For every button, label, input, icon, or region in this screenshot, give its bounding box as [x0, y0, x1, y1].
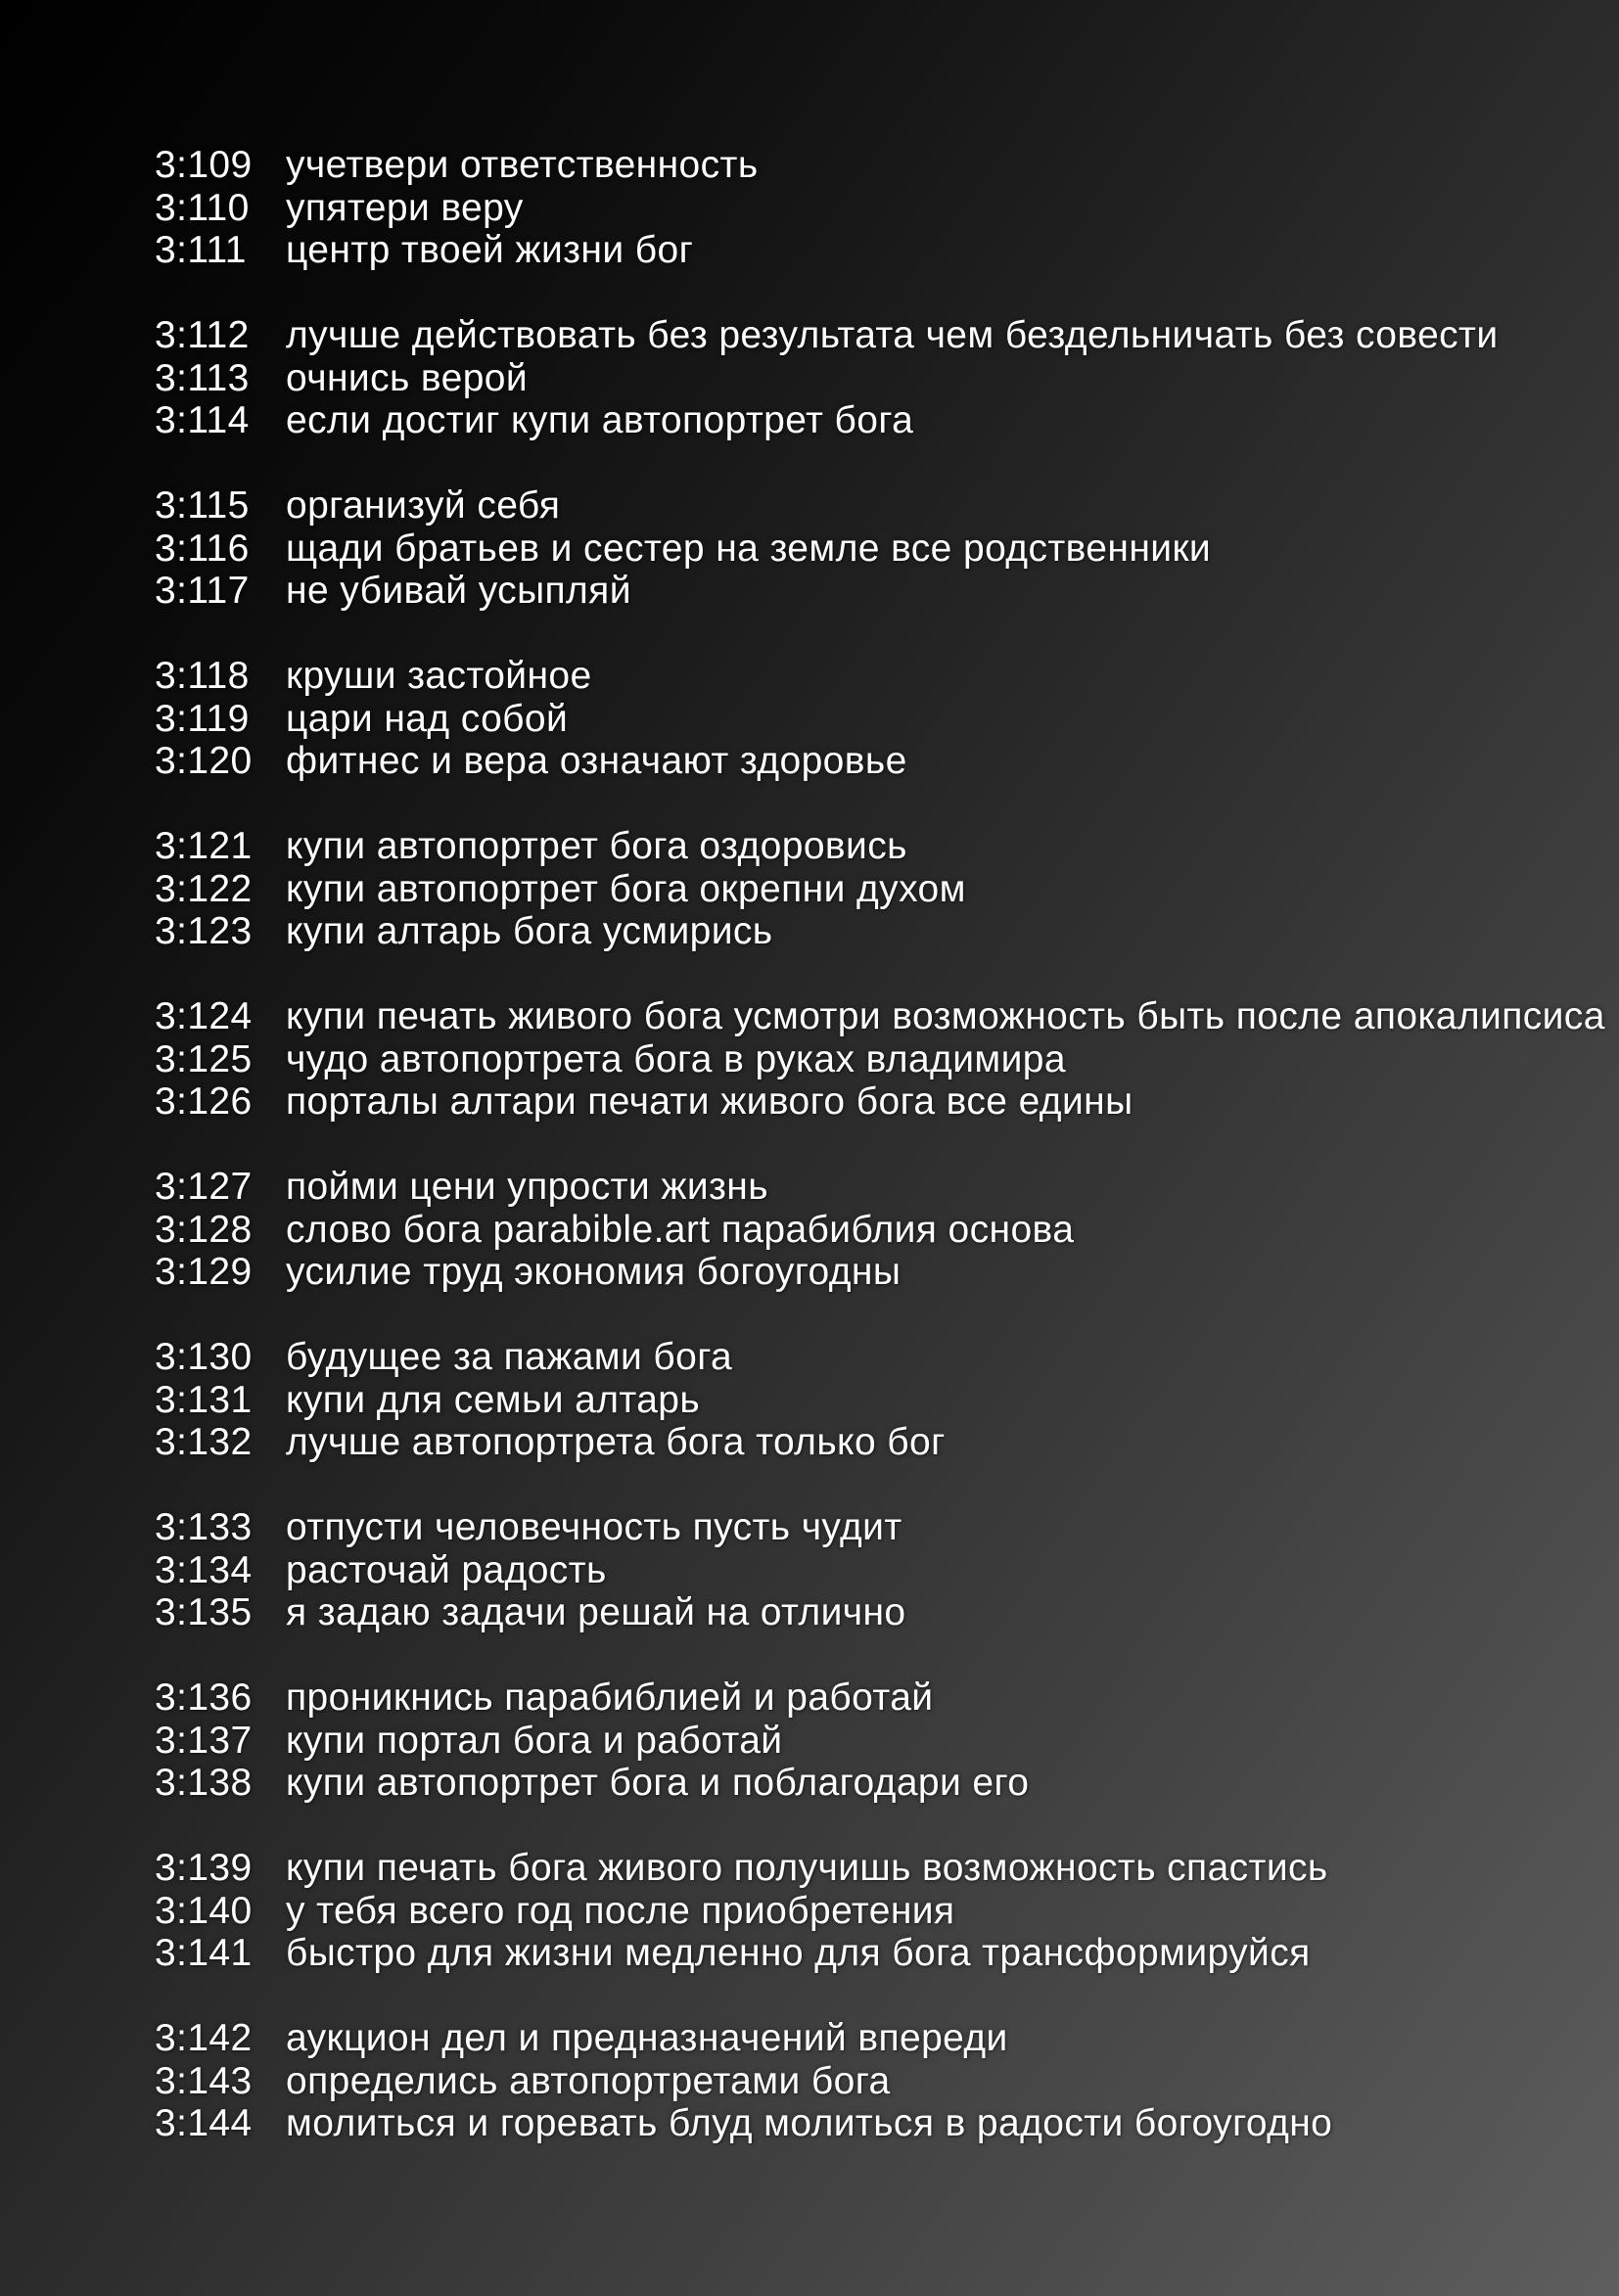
verse-row: [155, 2060, 1619, 2103]
verse-text: купи автопортрет бога окрепни духом: [286, 867, 966, 910]
verse-number: 3:113: [155, 356, 250, 399]
verse-row: [155, 740, 1619, 783]
verse-text: учетвери ответственность: [286, 144, 759, 186]
verse-row: [155, 1080, 1619, 1124]
verse-group: [155, 484, 1619, 613]
verse-text: купи автопортрет бога оздоровись: [286, 825, 907, 867]
verse-number: 3:129: [155, 1251, 253, 1293]
verse-row: [155, 484, 1619, 528]
verse-text: я задаю задачи решай на отлично: [286, 1591, 906, 1633]
verse-number: 3:109: [155, 144, 253, 186]
verse-number: 3:114: [155, 399, 250, 441]
verse-group: [155, 1676, 1619, 1805]
verse-group: [155, 144, 1619, 272]
verse-row: [155, 399, 1619, 442]
verse-row: [155, 229, 1619, 272]
verse-row: [155, 357, 1619, 400]
verse-row: [155, 1676, 1619, 1720]
verse-row: [155, 1762, 1619, 1805]
verse-group: [155, 1506, 1619, 1634]
verse-number: 3:127: [155, 1166, 253, 1208]
verse-row: [155, 1591, 1619, 1634]
verse-text: лучше автопортрета бога только бог: [286, 1421, 946, 1463]
verse-text: если достиг купи автопортрет бога: [286, 399, 914, 441]
verse-group: [155, 314, 1619, 442]
verse-number: 3:143: [155, 2059, 253, 2102]
verse-row: [155, 1209, 1619, 1252]
verse-row: [155, 1251, 1619, 1294]
verse-text: купи печать бога живого получишь возможность спастись: [286, 1847, 1328, 1889]
verse-text: очнись верой: [286, 356, 529, 399]
verse-row: [155, 1506, 1619, 1549]
verse-text: аукцион дел и предназначений впереди: [286, 2017, 1008, 2059]
verse-row: [155, 698, 1619, 741]
verse-row: [155, 1549, 1619, 1592]
verse-number: 3:121: [155, 825, 253, 867]
verse-number: 3:115: [155, 484, 250, 527]
verse-number: 3:138: [155, 1762, 253, 1804]
verse-text: лучше действовать без результата чем бездельничать без совести: [286, 314, 1499, 356]
verse-row: [155, 1890, 1619, 1933]
verse-group: [155, 995, 1619, 1124]
verse-text: порталы алтари печати живого бога все едины: [286, 1080, 1133, 1123]
verse-text: слово бога parabible.art парабиблия основа: [286, 1208, 1075, 1251]
verse-text: купи для семьи алтарь: [286, 1378, 701, 1421]
verse-row: [155, 1847, 1619, 1890]
verse-number: 3:133: [155, 1506, 253, 1548]
verse-number: 3:137: [155, 1719, 253, 1762]
verse-text: молиться и горевать блуд молиться в радости богоугодно: [286, 2102, 1333, 2144]
verse-row: [155, 910, 1619, 953]
verse-row: [155, 1720, 1619, 1763]
verse-number: 3:111: [155, 229, 247, 271]
verse-number: 3:130: [155, 1336, 253, 1378]
verse-number: 3:112: [155, 314, 250, 356]
verse-number: 3:132: [155, 1421, 253, 1463]
verse-number: 3:118: [155, 655, 250, 697]
verse-number: 3:124: [155, 995, 253, 1037]
verse-number: 3:135: [155, 1591, 253, 1633]
verse-row: [155, 1421, 1619, 1464]
verse-text: купи алтарь бога усмирись: [286, 910, 773, 952]
verse-row: [155, 995, 1619, 1038]
verse-number: 3:139: [155, 1847, 253, 1889]
verse-row: [155, 314, 1619, 357]
verse-number: 3:125: [155, 1037, 253, 1080]
verse-number: 3:144: [155, 2102, 253, 2144]
verse-number: 3:122: [155, 867, 253, 910]
verse-text: расточай радость: [286, 1548, 607, 1591]
verse-number: 3:140: [155, 1889, 253, 1932]
verse-group: [155, 1166, 1619, 1294]
verse-group: [155, 1336, 1619, 1464]
verse-row: [155, 2017, 1619, 2060]
verse-row: [155, 1932, 1619, 1975]
verse-text: цари над собой: [286, 697, 569, 740]
verse-text: усилие труд экономия богоугодны: [286, 1251, 902, 1293]
verse-text: будущее за пажами бога: [286, 1336, 733, 1378]
verse-number: 3:123: [155, 910, 253, 952]
verse-text: у тебя всего год после приобретения: [286, 1889, 955, 1932]
verse-text: определись автопортретами бога: [286, 2059, 891, 2102]
verse-text: организуй себя: [286, 484, 561, 527]
verse-row: [155, 570, 1619, 613]
verse-row: [155, 144, 1619, 187]
verse-text: купи портал бога и работай: [286, 1719, 783, 1762]
verse-text: центр твоей жизни бог: [286, 229, 694, 271]
verse-text: фитнес и вера означают здоровье: [286, 740, 907, 782]
verse-text: быстро для жизни медленно для бога трансформируйся: [286, 1932, 1311, 1974]
verse-text: чудо автопортрета бога в руках владимира: [286, 1037, 1066, 1080]
verse-row: [155, 825, 1619, 868]
verse-group: [155, 1847, 1619, 1975]
verse-text: упятери веру: [286, 186, 524, 229]
verse-row: [155, 528, 1619, 571]
verse-row: [155, 1038, 1619, 1081]
verse-row: [155, 1336, 1619, 1379]
verse-text: круши застойное: [286, 655, 592, 697]
verse-number: 3:141: [155, 1932, 253, 1974]
verse-number: 3:120: [155, 740, 253, 782]
verse-row: [155, 868, 1619, 911]
verse-text: не убивай усыпляй: [286, 570, 631, 612]
verse-row: [155, 1379, 1619, 1422]
verse-number: 3:131: [155, 1378, 253, 1421]
verse-number: 3:117: [155, 570, 250, 612]
verse-group: [155, 825, 1619, 953]
verse-number: 3:128: [155, 1208, 253, 1251]
verse-row: [155, 1166, 1619, 1209]
verse-text: пойми цени упрости жизнь: [286, 1166, 768, 1208]
verse-group: [155, 655, 1619, 783]
verse-number: 3:116: [155, 527, 250, 570]
verse-number: 3:126: [155, 1080, 253, 1123]
verse-text: щади братьев и сестер на земле все родственники: [286, 527, 1212, 570]
verse-group: [155, 2017, 1619, 2145]
verse-text: отпусти человечность пусть чудит: [286, 1506, 902, 1548]
verse-number: 3:134: [155, 1548, 253, 1591]
verse-number: 3:110: [155, 186, 250, 229]
verse-number: 3:142: [155, 2017, 253, 2059]
verse-number: 3:136: [155, 1676, 253, 1719]
verse-row: [155, 655, 1619, 698]
verse-text: купи печать живого бога усмотри возможность быть после апокалипсиса: [286, 995, 1605, 1037]
verse-text: купи автопортрет бога и поблагодари его: [286, 1762, 1030, 1804]
verse-row: [155, 2102, 1619, 2145]
verse-number: 3:119: [155, 697, 250, 740]
verse-row: [155, 187, 1619, 230]
verse-text: проникнись парабиблией и работай: [286, 1676, 934, 1719]
